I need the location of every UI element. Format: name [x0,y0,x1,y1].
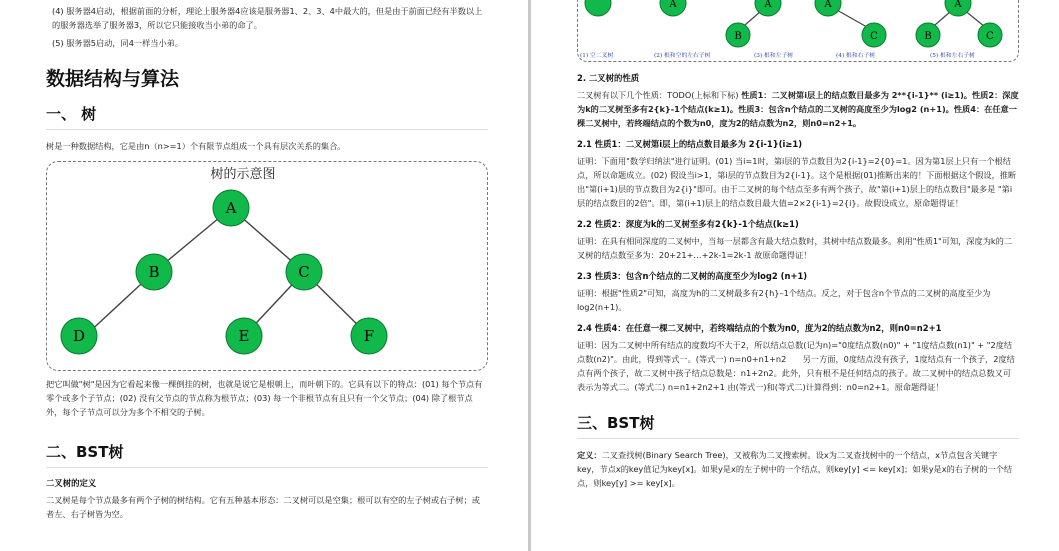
form5-root-label: A [954,0,962,10]
binary-tree-forms-diagram [577,0,1019,62]
form2-caption: (2) 根和空的左右子树 [654,53,711,59]
binary-tree-def: 二叉树是每个节点最多有两个子树的树结构。它有五种基本形态：二叉树可以是空集；根可以有空的左子树或右子树；或者左、右子树皆为空。 [46,495,480,519]
tree-diagram [46,161,488,371]
form4-right-label: C [870,31,878,42]
section-tree-heading: 一、 树 [46,103,488,130]
prop2-title: 2.2 性质2：深度为k的二叉树至多有2{k}-1个结点(k≥1) [577,219,799,229]
props-title: 2. 二叉树的性质 [577,73,640,83]
form3-left-label: B [734,31,742,42]
tree-caption: 树的示意图 [210,167,276,182]
tree-edges [85,208,369,336]
tree-description: 把它叫做"树"是因为它看起来像一棵倒挂的树，也就是说它是根朝上，而叶朝下的。它具有以下的特点：(01) 每个节点有零个或多个子节点；(02) 没有父节点的节点称为根节点；(03) 每一个非根节点有且只有一个父节点；(04) 除了根节点外，每个子节点可以分为多个不相交的子树。 [46,379,483,417]
props-intro-a: 二叉树有以下几个性质：TODO(上标和下标) [577,90,742,100]
props-intro-b: 性质1：二叉树第i层上的结点数目最多为 2**{i-1}** (i≥1)。性质2：深度为k的二叉树至多有2{k}-1个结点(k≥1)。性质3：包含n个结点的二叉树的高度至少为log2 (n+1)。性质4：在任意一棵二叉树中，若终端结点的个数为n0，度为2的结点数为n2，则n0=n2+1。 [577,90,1019,128]
prop2-body: 证明：在具有相同深度的二叉树中，当每一层都含有最大结点数时，其树中结点数最多。利用"性质1"可知，深度为k的二叉树的结点数至多为：20+21+…+2k-1=2k-1 故原命题得证！ [577,236,1013,260]
form1-caption: (1) 空二叉树 [580,53,614,59]
tree-node-d-label: D [72,327,86,345]
tree-node-f-label: F [363,327,375,345]
form3-root-label: A [764,0,772,10]
tree-node-c-label: C [298,263,310,281]
prop1-body: 证明：下面用"数学归纳法"进行证明。(01) 当i=1时，第i层的节点数目为2{i-1}=2{0}=1。因为第1层上只有一个根结点，所以命题成立。(02) 假设当i>1，第i层的节点数目为2{i-1}。这个是根据(01)推断出来的！下面根据这个假设，推断出"第(i+1)层的节点数目为2{i}"即可。由于二叉树的每个结点至多有两个孩子，故"第(i+1)层上的结点数目"最多是 "第i层的结点数目的2倍"。即，第(i+1)层上的结点数目最大值=2×2{i-1}=2{i}。故假设成立，原命题得证！ [577,156,1017,208]
document-page-right [531,0,1059,551]
form1-empty-node [585,0,611,16]
form5-caption: (5) 根和左右子树 [930,53,975,59]
document-page-left [0,0,528,551]
form5-right-label: C [986,31,994,42]
form2-root-label: A [669,0,677,10]
form4-root-label: A [824,0,832,10]
prop4-title: 2.4 性质4：在任意一棵二叉树中，若终端结点的个数为n0，度为2的结点数为n2，则n0=n2+1 [577,323,942,333]
form3-caption: (3) 根和左子树 [754,53,794,59]
props-intro [577,88,1019,130]
tree-definition: 树是一种数据结构，它是由n（n>=1）个有限节点组成一个具有层次关系的集合。 [46,141,346,151]
tree-node-a-label: A [225,199,237,217]
intro-item-4: (4) 服务器4启动，根据前面的分析，理论上服务器4应该是服务器1、2、3、4中最大的，但是由于前面已经有半数以上的服务器选举了服务器3，所以它只能接收当小弟的命了。 [52,6,483,30]
form4-caption: (4) 根和右子树 [836,53,876,59]
prop3-title: 2.3 性质3：包含n个结点的二叉树的高度至少为log2 (n+1) [577,271,808,281]
bst-def-text: 二叉查找树(Binary Search Tree)，又被称为二叉搜索树。设x为二叉查找树中的一个结点，x节点包含关键字key，节点x的key值记为key[x]。如果y是x的左子树中的一个结点，则key[y] <= key[x]；如果y是x的右子树的一个结点，则key[y] >= key[x]。 [577,450,1013,488]
bst-definition [577,448,1019,490]
forms-svg [578,0,1019,62]
section-bst-heading: 二、BST树 [46,441,488,468]
binary-tree-def-title: 二叉树的定义 [46,478,97,488]
intro-item-5: (5) 服务器5启动，同4一样当小弟。 [52,38,184,48]
prop1-title: 2.1 性质1：二叉树第i层上的结点数目最多为 2{i-1}(i≥1) [577,139,803,149]
section-bst-heading-right: 三、BST树 [577,412,1019,439]
form5-left-label: B [924,31,932,42]
prop4-body: 证明：因为二叉树中所有结点的度数均不大于2，所以结点总数(记为n)="0度结点数(n0)" + "1度结点数(n1)" + "2度结点数(n2)"。由此，得到等式一。(等式一) n=n0+n1+n2 另一方面，0度结点没有孩子，1度结点有一个孩子，2度结点有两个孩子，故二叉树中孩子结点总数是：n1+2n2。此外，只有根不是任何结点的孩子。故二叉树中的结点总数又可表示为等式二。(等式二) n=n1+2n2+1 由(等式一)和(等式二)计算得到：n0=n2+1。原命题得证！ [577,340,1015,392]
tree-node-b-label: B [148,263,160,281]
prop3-body: 证明：根据"性质2"可知，高度为h的二叉树最多有2{h}–1个结点。反之，对于包含n个节点的二叉树的高度至少为log2(n+1)。 [577,288,991,312]
tree-node-e-label: E [238,327,250,345]
tree-svg [47,162,488,371]
bst-def-label: 定义： [577,450,602,460]
main-title: 数据结构与算法 [46,68,180,90]
